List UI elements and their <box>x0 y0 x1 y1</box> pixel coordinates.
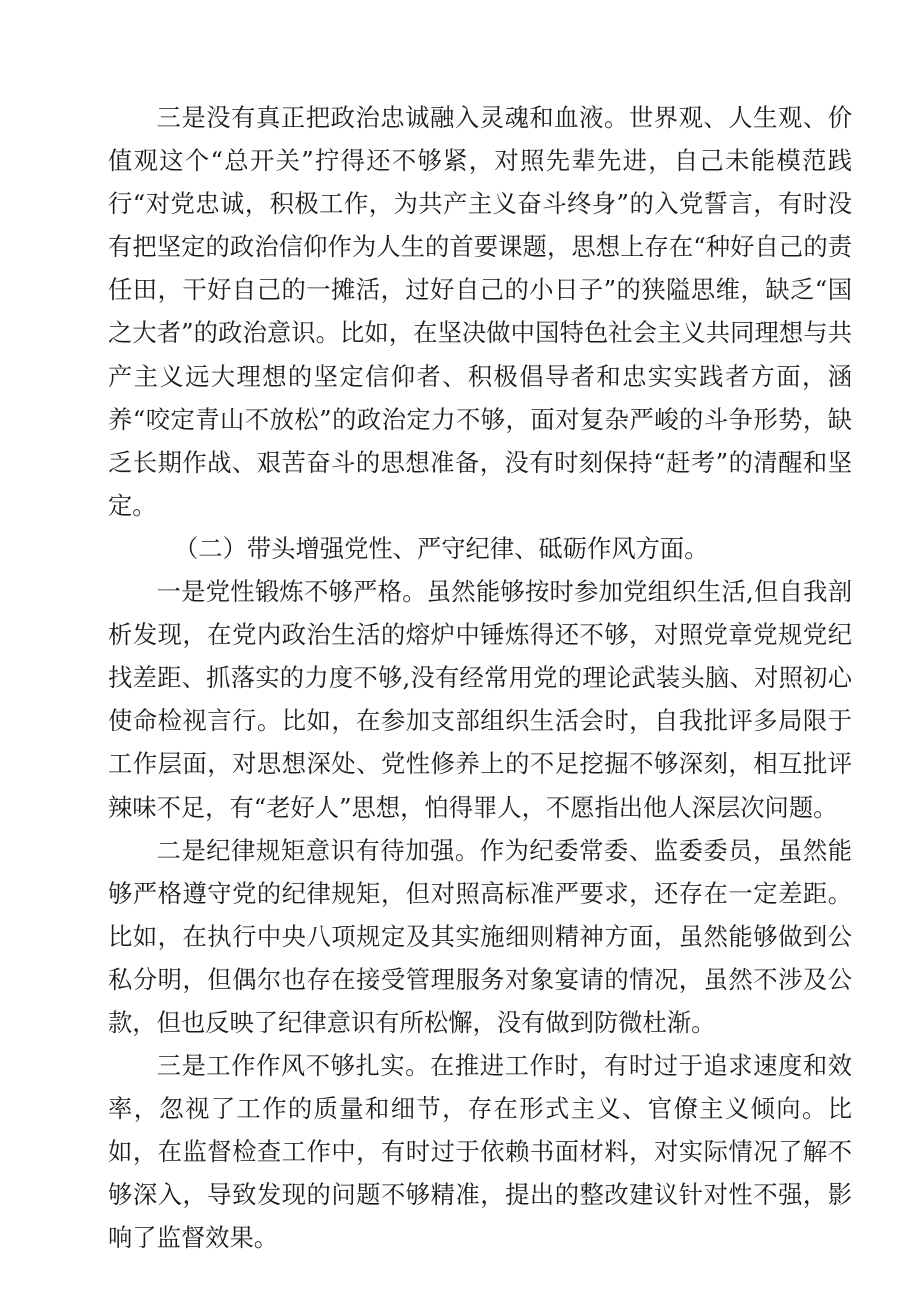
paragraph-political-loyalty: 三是没有真正把政治忠诚融入灵魂和血液。世界观、人生观、价值观这个“总开关”拧得还不够紧，对照先辈先进，自己未能模范践行“对党忠诚，积极工作，为共产主义奋斗终身”的入党誓言，有时没有把坚定的政治信仰作为人生的首要课题，思想上存在“种好自己的责任田，干好自己的一摊活，过好自己的小日子”的狭隘思维，缺乏“国之大者”的政治意识。比如，在坚决做中国特色社会主义共同理想与共产主义远大理想的坚定信仰者、积极倡导者和忠实实践者方面，涵养“咬定青山不放松”的政治定力不够，面对复杂严峻的斗争形势，缺乏长期作战、艰苦奋斗的思想准备，没有时刻保持“赶考”的清醒和坚定。 <box>108 103 852 520</box>
document-body <box>108 96 852 1260</box>
section-heading: （二）带头增强党性、严守纪律、砥砺作风方面。 <box>174 533 709 563</box>
paragraph-discipline: 二是纪律规矩意识有待加强。作为纪委常委、监委委员，虽然能够严格遵守党的纪律规矩，但对照高标准严要求，还存在一定差距。比如，在执行中央八项规定及其实施细则精神方面，虽然能够做到公私分明，但偶尔也存在接受管理服务对象宴请的情况，虽然不涉及公款，但也反映了纪律意识有所松懈，没有做到防微杜渐。 <box>108 835 852 1037</box>
paragraph-work-style: 三是工作作风不够扎实。在推进工作时，有时过于追求速度和效率，忽视了工作的质量和细节，存在形式主义、官僚主义倾向。比如，在监督检查工作中，有时过于依赖书面材料，对实际情况了解不够深入，导致发现的问题不够精准，提出的整改建议针对性不强，影响了监督效果。 <box>108 1051 852 1253</box>
paragraph-party-spirit: 一是党性锻炼不够严格。虽然能够按时参加党组织生活,但自我剖析发现，在党内政治生活的熔炉中锤炼得还不够，对照党章党规党纪找差距、抓落实的力度不够,没有经常用党的理论武装头脑、对照初心使命检视言行。比如，在参加支部组织生活会时，自我批评多局限于工作层面，对思想深处、党性修养上的不足挖掘不够深刻，相互批评辣味不足，有“老好人”思想，怕得罪人，不愿指出他人深层次问题。 <box>108 577 852 822</box>
